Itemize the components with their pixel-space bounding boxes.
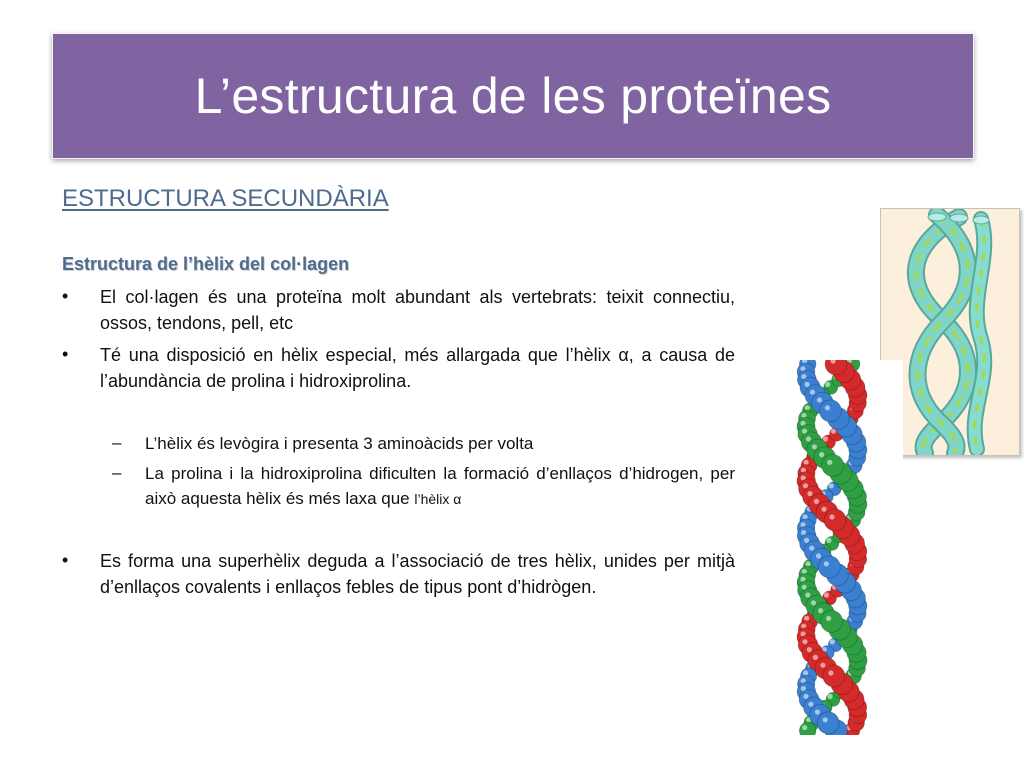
helix-bead-highlight: [814, 499, 819, 504]
helix-bead-highlight: [806, 436, 811, 441]
bullet-text: Es forma una superhèlix deguda a l’associació de tres hèlix, unides per mitjà d’enllaços covalents i enllaços febles de tipus pont d’hidrògen.: [100, 551, 735, 597]
helix-bead-highlight: [829, 514, 834, 519]
helix-bead-highlight: [825, 382, 830, 387]
bullet-marker: •: [62, 286, 69, 306]
helix-bead: [817, 712, 839, 734]
helix-bead-highlight: [828, 670, 833, 675]
sub-bullet-text: [145, 461, 735, 512]
helix-bead-highlight: [808, 702, 813, 707]
helix-bead-highlight: [821, 507, 826, 512]
helix-bead: [799, 722, 816, 735]
helix-bead-highlight: [825, 405, 830, 410]
helix-bead-highlight: [830, 639, 835, 644]
collagen-bead-helix-image: [770, 360, 903, 735]
helix-bead-highlight: [813, 655, 818, 660]
helix-bead: [821, 610, 843, 632]
helix-bead-highlight: [826, 538, 831, 543]
helix-bead-highlight: [805, 405, 810, 410]
helix-bead-highlight: [804, 538, 809, 543]
helix-bead-highlight: [807, 491, 812, 496]
helix-bead-highlight: [817, 397, 822, 402]
title-bar: [52, 33, 974, 159]
helix-bead-highlight: [805, 382, 810, 387]
section-heading: ESTRUCTURA SECUNDÀRIA: [62, 185, 389, 212]
helix-bead: [822, 454, 844, 476]
helix-bead-highlight: [824, 561, 829, 566]
sub-bullet-text: L’hèlix és levògira i presenta 3 aminoàcids per volta: [145, 434, 534, 453]
slide-title: L’estructura de les proteïnes: [194, 68, 832, 124]
helix-bead-highlight: [805, 561, 810, 566]
helix-bead-highlight: [816, 553, 821, 558]
helix-bead-highlight: [811, 600, 816, 605]
helix-bead-highlight: [810, 390, 815, 395]
dash-marker: –: [112, 463, 122, 482]
helix-bead-highlight: [819, 452, 824, 457]
helix-bead-highlight: [824, 592, 829, 597]
helix-bead-highlight: [805, 592, 810, 597]
helix-bead-highlight: [802, 725, 807, 730]
bullet-text: El col·lagen és una proteïna molt abundant als vertebrats: teixit connectiu, ossos, tendons, pell, etc: [100, 287, 735, 333]
helix-bead: [824, 509, 846, 531]
helix-bead: [819, 400, 841, 422]
bullet-marker: •: [62, 344, 69, 364]
helix-bead-highlight: [812, 444, 817, 449]
helix-bead-highlight: [818, 608, 823, 613]
helix-bead-highlight: [820, 663, 825, 668]
helix-bead-highlight: [829, 483, 834, 488]
bullet-marker: •: [62, 550, 69, 570]
helix-bead-highlight: [807, 647, 812, 652]
helix-bead-highlight: [823, 717, 828, 722]
helix-bead-highlight: [809, 546, 814, 551]
helix-bead-highlight: [826, 616, 831, 621]
sub-bullet-main: La prolina i la hidroxiprolina dificulten la formació d’enllaços d’hidrogen, per això aquesta hèlix és més laxa que: [145, 464, 735, 508]
subheading: Estructura de l’hèlix del col·lagen: [62, 254, 350, 274]
bullet-text: Té una disposició en hèlix especial, més allargada que l’hèlix α, a causa de l’abundància de prolina i hidroxiprolina.: [100, 345, 735, 391]
helix-bead: [823, 665, 845, 687]
dash-marker: –: [112, 433, 122, 452]
helix-bead-highlight: [827, 460, 832, 465]
helix-bead: [818, 556, 840, 578]
helix-bead-highlight: [827, 694, 832, 699]
helix-bead-highlight: [804, 616, 809, 621]
helix-bead-highlight: [803, 694, 808, 699]
helix-bead-highlight: [815, 709, 820, 714]
sub-bullet-tail: l’hèlix α: [414, 491, 462, 507]
